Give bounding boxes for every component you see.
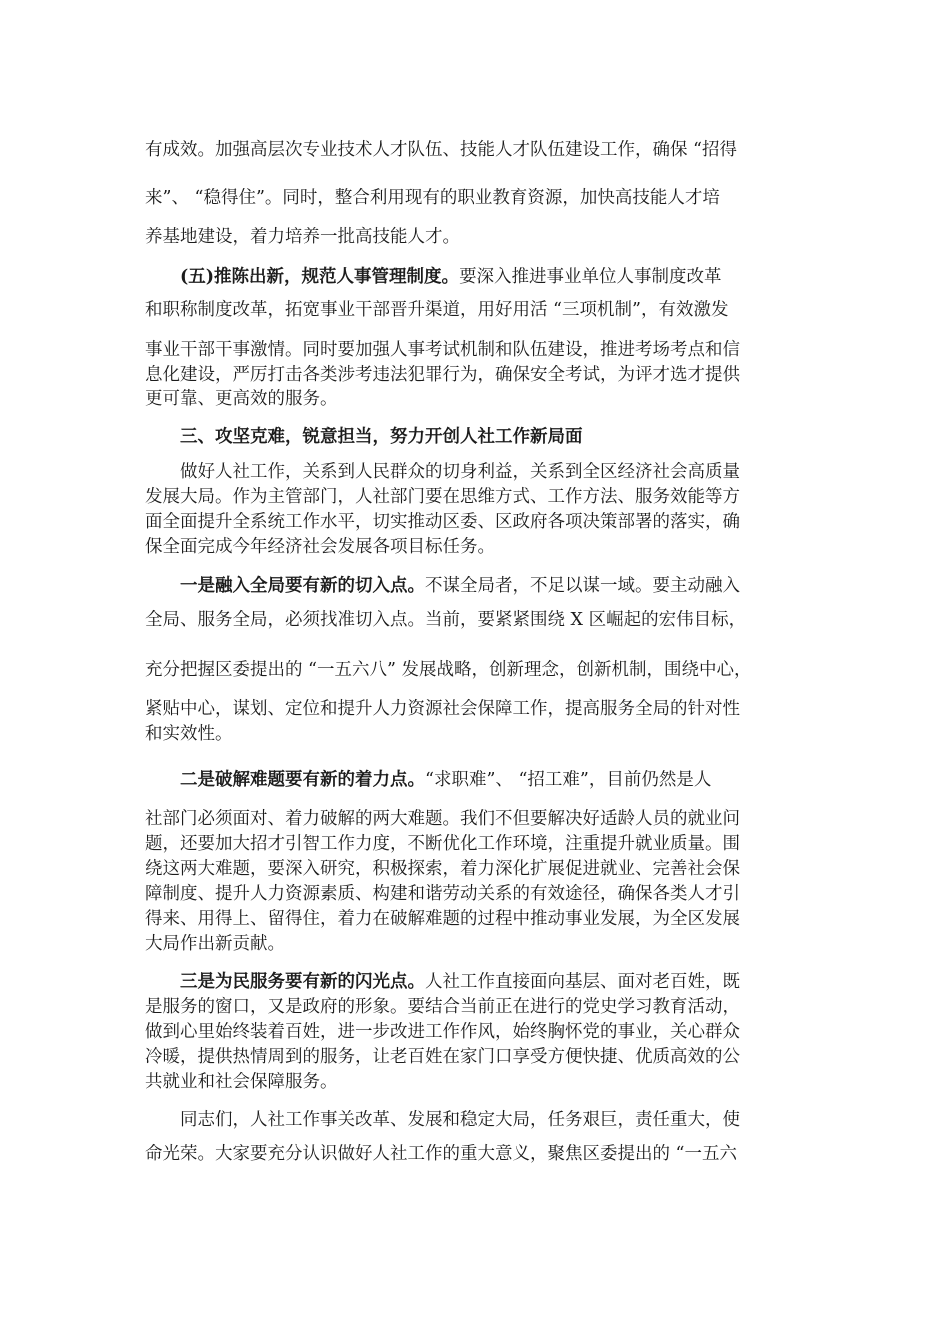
body-text-line: 全局、服务全局，必须找准切入点。当前，要紧紧围绕 X 区崛起的宏伟目标， [145, 610, 747, 630]
body-text-line: 和实效性。 [145, 724, 233, 744]
point-3 [180, 974, 740, 992]
body-text-line: 障制度、提升人力资源素质、构建和谐劳动关系的有效途径，确保各类人才引 [145, 884, 740, 904]
body-text-line: 紧贴中心，谋划、定位和提升人力资源社会保障工作，提高服务全局的针对性 [145, 699, 740, 719]
body-text-line: 养基地建设，着力培养一批高技能人才。 [145, 227, 460, 247]
point-1 [180, 578, 740, 596]
body-text-line: 发展大局。作为主管部门，人社部门要在思维方式、工作方法、服务效能等方 [145, 487, 740, 507]
body-text-line: 更可靠、更高效的服务。 [145, 389, 338, 409]
point-heading-2: 二是破解难题要有新的着力点。 [180, 770, 425, 790]
body-text-line: 息化建设，严厉打击各类涉考违法犯罪行为，确保安全考试，为评才选才提供 [145, 365, 740, 385]
body-text-line: 面全面提升全系统工作水平，切实推动区委、区政府各项决策部署的落实，确 [145, 512, 740, 532]
body-text-line: 事业干部干事激情。同时要加强人事考试机制和队伍建设，推进考场考点和信 [145, 340, 740, 360]
body-text-line: 保全面完成今年经济社会发展各项目标任务。 [145, 537, 495, 557]
body-text-line: 命光荣。大家要充分认识做好人社工作的重大意义，聚焦区委提出的 “一五六 [145, 1144, 738, 1164]
body-text-line: 和职称制度改革，拓宽事业干部晋升渠道，用好用活 “三项机制”，有效激发 [145, 300, 729, 320]
body-text: 不谋全局者，不足以谋一域。要主动融入 [425, 576, 740, 596]
body-text-line: 社部门必须面对、着力破解的两大难题。我们不但要解决好适龄人员的就业问 [145, 809, 740, 829]
body-text-line: 题，还要加大招才引智工作力度，不断优化工作环境，注重提升就业质量。围 [145, 834, 740, 854]
body-text-line: 是服务的窗口，又是政府的形象。要结合当前正在进行的党史学习教育活动， [145, 997, 740, 1017]
body-text-line: 做到心里始终装着百姓，进一步改进工作作风，始终胸怀党的事业，关心群众 [145, 1022, 740, 1042]
body-text-line: 冷暖，提供热情周到的服务，让老百姓在家门口享受方便快捷、优质高效的公 [145, 1047, 740, 1067]
body-text-line: 充分把握区委提出的 “一五六八” 发展战略，创新理念，创新机制，围绕中心， [145, 660, 752, 680]
chapter-heading-3: 三、攻坚克难，锐意担当，努力开创人社工作新局面 [180, 427, 583, 447]
body-text-line: 绕这两大难题，要深入研究，积极探索，着力深化扩展促进就业、完善社会保 [145, 859, 740, 879]
body-text-line: 来”、 “稳得住”。同时，整合利用现有的职业教育资源，加快高技能人才培 [145, 188, 720, 208]
body-text-line: 大局作出新贡献。 [145, 934, 285, 954]
paragraph-5 [180, 269, 722, 287]
body-text-line: 共就业和社会保障服务。 [145, 1072, 338, 1092]
section-heading-5: (五)推陈出新，规范人事管理制度。 [180, 267, 460, 287]
body-text: 要深入推进事业单位人事制度改革 [459, 267, 722, 287]
point-heading-3: 三是为民服务要有新的闪光点。 [180, 972, 425, 992]
body-text-line: 得来、用得上、留得住，着力在破解难题的过程中推动事业发展，为全区发展 [145, 909, 740, 929]
body-text: “求职难”、 “招工难”，目前仍然是人 [425, 770, 712, 790]
body-text-line: 同志们，人社工作事关改革、发展和稳定大局，任务艰巨，责任重大，使 [180, 1110, 740, 1130]
body-text-line: 有成效。加强高层次专业技术人才队伍、技能人才队伍建设工作，确保 “招得 [145, 140, 738, 160]
point-2 [180, 772, 711, 790]
body-text: 人社工作直接面向基层、面对老百姓，既 [425, 972, 740, 992]
point-heading-1: 一是融入全局要有新的切入点。 [180, 576, 425, 596]
body-text-line: 做好人社工作，关系到人民群众的切身利益，关系到全区经济社会高质量 [180, 462, 740, 482]
